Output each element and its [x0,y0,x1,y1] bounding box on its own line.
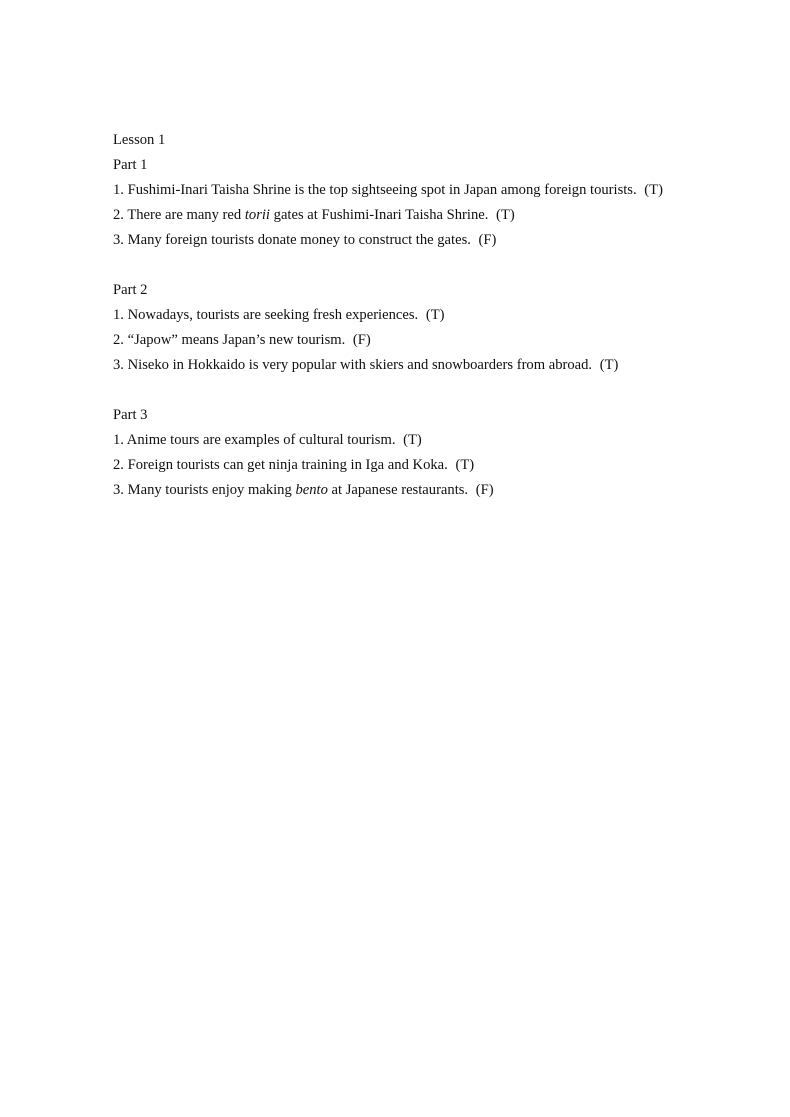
question-number: 3. [113,232,124,248]
answer-label: (F) [475,482,494,498]
question-number: 3. [113,357,124,373]
answer-label: (T) [644,182,663,198]
question-text: Fushimi-Inari Taisha Shrine is the top sightseeing spot in Japan among foreign tourists. [127,182,637,198]
question-number: 2. [113,332,124,348]
part-heading: Part 3 [113,407,148,423]
lesson-title: Lesson 1 [113,132,166,148]
answer-label: (T) [425,307,445,323]
question-number: 2. [113,207,124,223]
question-number: 1. [113,432,124,448]
answer-label: (T) [403,432,422,448]
part-1-section [113,153,677,253]
question-number: 1. [113,182,124,198]
question-number: 1. [113,307,124,323]
question-text-post: at Japanese restaurants. [331,482,469,498]
answer-key-document [113,128,677,503]
question-text-post: gates at Fushimi-Inari Taisha Shrine. [273,207,489,223]
answer-label: (T) [599,357,619,373]
question-item [113,178,677,203]
question-item [113,303,677,328]
question-item [113,478,677,503]
question-item [113,428,677,453]
question-text: Nowadays, tourists are seeking fresh experiences. [127,307,419,323]
answer-label: (F) [478,232,497,248]
part-heading: Part 1 [113,157,148,173]
part-3-section [113,403,677,503]
part-heading: Part 2 [113,282,148,298]
question-item [113,203,677,228]
question-item [113,453,677,478]
answer-label: (T) [455,457,475,473]
question-text: Anime tours are examples of cultural tourism. [126,432,396,448]
question-text: Niseko in Hokkaido is very popular with skiers and snowboarders from abroad. [127,357,593,373]
question-number: 2. [113,457,124,473]
answer-label: (T) [496,207,515,223]
question-text: Many foreign tourists donate money to construct the gates. [127,232,471,248]
question-item [113,228,677,253]
section-spacer [113,253,677,278]
section-spacer [113,378,677,403]
question-text: “Japow” means Japan’s new tourism. [127,332,346,348]
question-item [113,328,677,353]
question-text-pre: There are many red [127,207,242,223]
question-text-emphasis: bento [295,482,328,498]
part-2-section [113,278,677,378]
question-number: 3. [113,482,124,498]
answer-label: (F) [352,332,371,348]
question-text-pre: Many tourists enjoy making [127,482,292,498]
question-item [113,353,677,378]
question-text: Foreign tourists can get ninja training in Iga and Koka. [127,457,448,473]
question-text-emphasis: torii [244,207,270,223]
